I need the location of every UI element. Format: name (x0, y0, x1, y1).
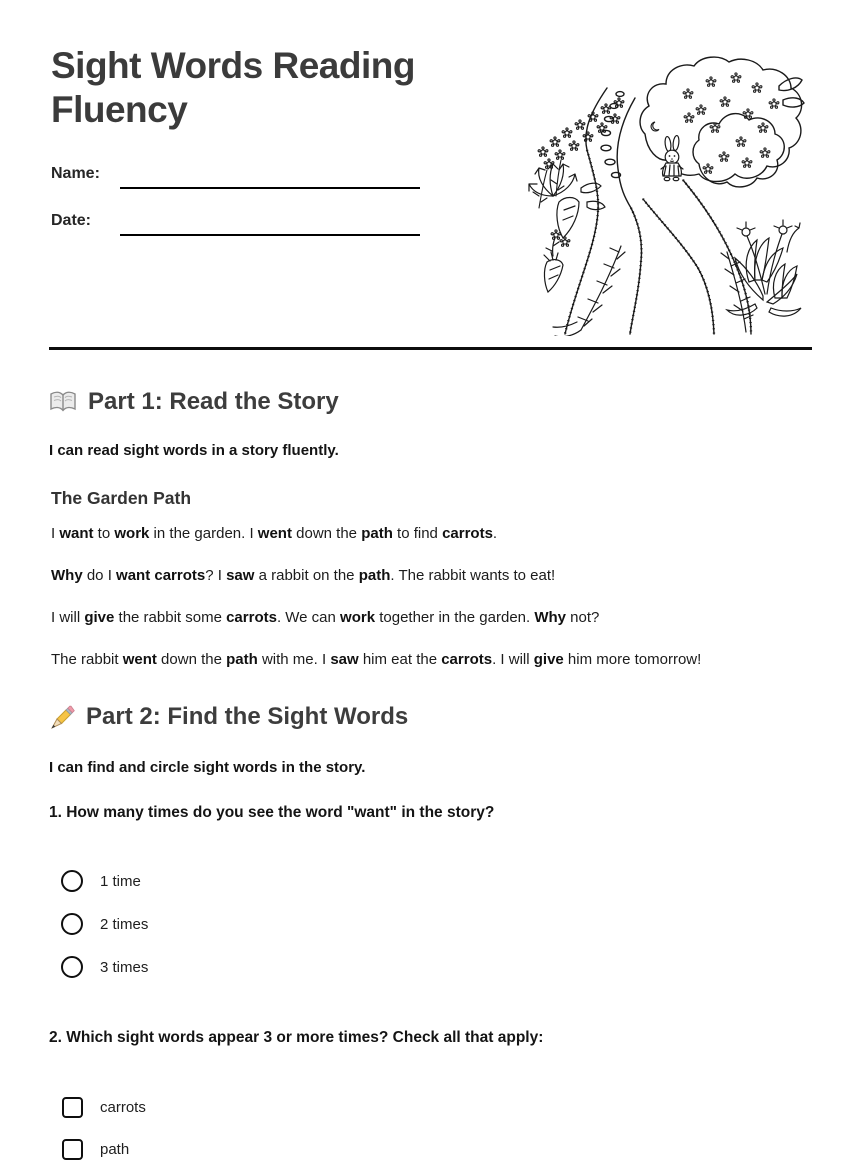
radio-option-row[interactable] (61, 912, 148, 936)
story-paragraph: Why do I want carrots? I saw a rabbit on the path. The rabbit wants to eat! (51, 567, 556, 584)
garden-path-illustration (503, 56, 808, 336)
story-title: The Garden Path (51, 488, 192, 508)
part1-heading (49, 388, 339, 416)
page-title: Sight Words Reading Fluency (51, 45, 415, 130)
radio-option-label: 1 time (100, 872, 141, 890)
radio-option-label: 3 times (100, 958, 149, 976)
radio-button[interactable] (61, 870, 83, 892)
part2-heading-label: Part 2: Find the Sight Words (86, 703, 409, 730)
section-divider (49, 347, 812, 350)
checkbox-option-label: carrots (100, 1098, 146, 1116)
radio-option-label: 2 times (100, 915, 149, 933)
name-input-line[interactable] (120, 187, 420, 189)
story-paragraph: I will give the rabbit some carrots. We can work together in the garden. Why not? (51, 609, 600, 626)
checkbox-option-row[interactable] (62, 1137, 129, 1161)
radio-option-row[interactable] (61, 955, 148, 979)
question-1: 1. How many times do you see the word "want" in the story? (49, 804, 495, 821)
part1-heading-label: Part 1: Read the Story (88, 388, 339, 415)
question-2: 2. Which sight words appear 3 or more times? Check all that apply: (49, 1029, 544, 1046)
pencil-icon (49, 704, 75, 731)
checkbox-option-row[interactable] (62, 1095, 146, 1119)
radio-button[interactable] (61, 913, 83, 935)
date-input-line[interactable] (120, 234, 420, 236)
part2-heading (49, 703, 408, 731)
checkbox[interactable] (62, 1097, 83, 1118)
date-label: Date: (51, 212, 92, 229)
part1-objective: I can read sight words in a story fluently. (49, 442, 339, 459)
checkbox-option-label: path (100, 1140, 130, 1158)
open-book-icon (49, 390, 77, 414)
part2-objective: I can find and circle sight words in the story. (49, 759, 366, 776)
story-paragraph: I want to work in the garden. I went down the path to find carrots. (51, 525, 498, 542)
radio-button[interactable] (61, 956, 83, 978)
checkbox[interactable] (62, 1139, 83, 1160)
story-paragraph: The rabbit went down the path with me. I saw him eat the carrots. I will give him more tomorrow! (51, 651, 702, 668)
radio-option-row[interactable] (61, 869, 141, 893)
name-label: Name: (51, 165, 100, 182)
